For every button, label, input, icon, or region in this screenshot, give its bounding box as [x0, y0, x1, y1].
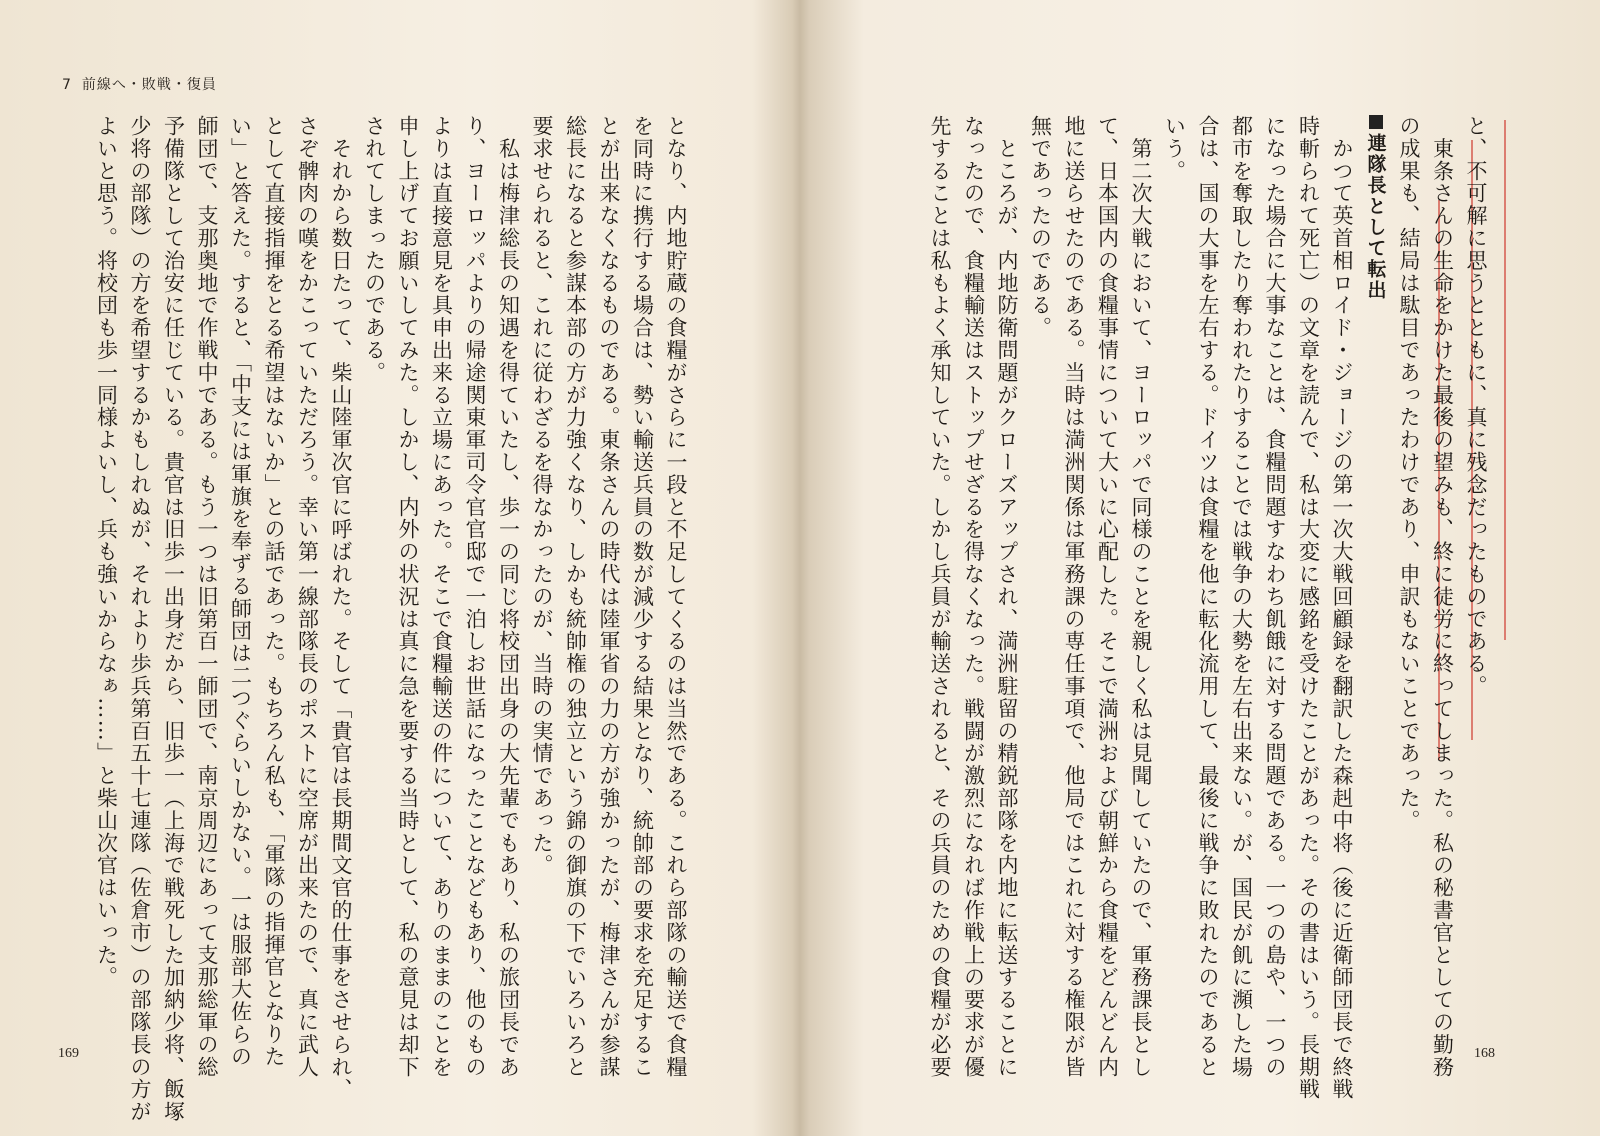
text-line: さぞ髀肉の嘆をかこっていただろう。幸い第一線部隊長のポストに空席が出来たので、真に武人: [295, 115, 320, 1079]
text-line: それから数日たって、柴山陸軍次官に呼ばれた。そして「貴官は長期間文官的仕事をさせられ、: [329, 115, 353, 1101]
text-line: 無であったのである。: [1028, 115, 1053, 339]
text-line: されてしまったのである。: [362, 115, 387, 384]
text-line: 申し上げてお願いしてみた。しかし、内外の状況は真に急を要する当時として、私の意見は却下: [396, 115, 420, 1079]
text-line: いう。: [1162, 115, 1187, 183]
text-line: 少将の部隊）の方を希望するかもしれぬが、それより歩兵第百五十七連隊（佐倉市）の部隊長の方が: [128, 115, 152, 1123]
text-line: 予備隊として治安に任じている。貴官は旧歩一出身だから、旧歩一（上海で戦死した加納少将、飯塚: [161, 115, 186, 1123]
text-line: 合は、国の大事を左右する。ドイツは食糧を他に転化流用して、最後に戦争に敗れたのであると: [1196, 115, 1220, 1079]
running-head: [62, 74, 217, 94]
page-number: 168: [1474, 1046, 1495, 1061]
text-line: として直接指揮をとる希望はないか」との話であった。もちろん私も、「軍隊の指揮官となりた: [262, 115, 286, 1068]
text-line: 要求せられると、これに従わざるを得なかったのが、当時の実情であった。: [530, 115, 554, 877]
page-number: 169: [58, 1046, 79, 1061]
text-line: と、不可解に思うとともに、真に残念だったものである。: [1464, 115, 1488, 698]
text-line: 第二次大戦において、ヨーロッパで同様のことを親しく私は見聞していたので、軍務課長とし: [1129, 115, 1153, 1079]
chapter-title: 前線へ・敗戦・復員: [81, 77, 217, 93]
text-line: 総長になると参謀本部の方が力強くなり、しかも統帥権の独立という錦の御旗の下でいろいろと: [563, 115, 588, 1079]
text-line: 時斬られて死亡）の文章を読んで、私は大変に感銘を受けたことがあった。その書はいう。長期戦: [1296, 115, 1321, 1101]
text-line: 都市を奪取したり奪われたりすることでは戦争の大勢を左右出来ない。が、国民が飢に瀕した場: [1229, 115, 1254, 1079]
text-line: になった場合に大事なことは、食糧問題すなわち飢餓に対する問題である。一つの島や、一つの: [1263, 115, 1287, 1079]
section-heading-text: 連隊長として転出: [1364, 133, 1387, 301]
text-line: よりは直接意見を具申出来る立場にあった。そこで食糧輸送の件について、ありのままのことを: [429, 115, 454, 1079]
text-line: ところが、内地防衛問題がクローズアップされ、満洲駐留の精鋭部隊を内地に転送することに: [995, 115, 1019, 1079]
text-line: い」と答えた。すると、「中支には軍旗を奉ずる師団は二つぐらいしかない。一は服部大佐らの: [228, 115, 253, 1068]
text-line: 地に送らせたのである。当時は満洲関係は軍務課の専任事項で、他局ではこれに対する権限が皆: [1062, 115, 1086, 1079]
text-line: とが出来なくなるものである。東条さんの時代は陸軍省の力の方が強かったが、梅津さんが参謀: [597, 115, 621, 1079]
text-line: なったので、食糧輸送はストップせざるを得なくなった。戦闘が激烈になれば作戦上の要求が優: [961, 115, 986, 1079]
text-line: 東条さんの生命をかけた最後の望みも、終に徒労に終ってしまった。私の秘書官としての勤務: [1430, 115, 1455, 1079]
text-line: 私は梅津総長の知遇を得ていたし、歩一の同じ将校団出身の大先輩でもあり、私の旅団長であ: [496, 115, 521, 1079]
text-line: を同時に携行する場合は、勢い輸送兵員の数が減少する結果となり、統帥部の要求を充足するこ: [630, 115, 655, 1079]
pencil-mark: [1504, 120, 1506, 640]
chapter-number: 7: [62, 77, 72, 93]
text-line: り、ヨーロッパよりの帰途関東軍司令官官邸で一泊しお世話になったことなどもあり、他のもの: [463, 115, 487, 1079]
text-line: 先することは私もよく承知していた。しかし兵員が輸送されると、その兵員のための食糧が必要: [928, 115, 952, 1079]
text-line: の成果も、結局は駄目であったわけであり、申訳もないことであった。: [1397, 115, 1421, 832]
text-line: て、日本国内の食糧事情について大いに心配した。そこで満洲および朝鮮から食糧をどんどん内: [1095, 115, 1120, 1079]
text-line: よいと思う。将校団も歩一同様よいし、兵も強いからなぁ……」と柴山次官はいった。: [94, 115, 119, 989]
heading-square-icon: [1369, 115, 1383, 129]
text-line: 師団で、支那奥地で作戦中である。もう一つは旧第百一師団で、南京周辺にあって支那総軍の総: [195, 115, 219, 1079]
right-page: [800, 0, 1600, 1136]
left-page-body: [89, 115, 692, 1123]
section-heading: [1358, 115, 1392, 1035]
text-line: かつて英首相ロイド・ジョージの第一次大戦回顧録を翻訳した森赳中将（後に近衛師団長で終戦: [1330, 115, 1354, 1101]
text-line: となり、内地貯蔵の食糧がさらに一段と不足してくるのは当然である。これら部隊の輸送で食糧: [664, 115, 688, 1079]
